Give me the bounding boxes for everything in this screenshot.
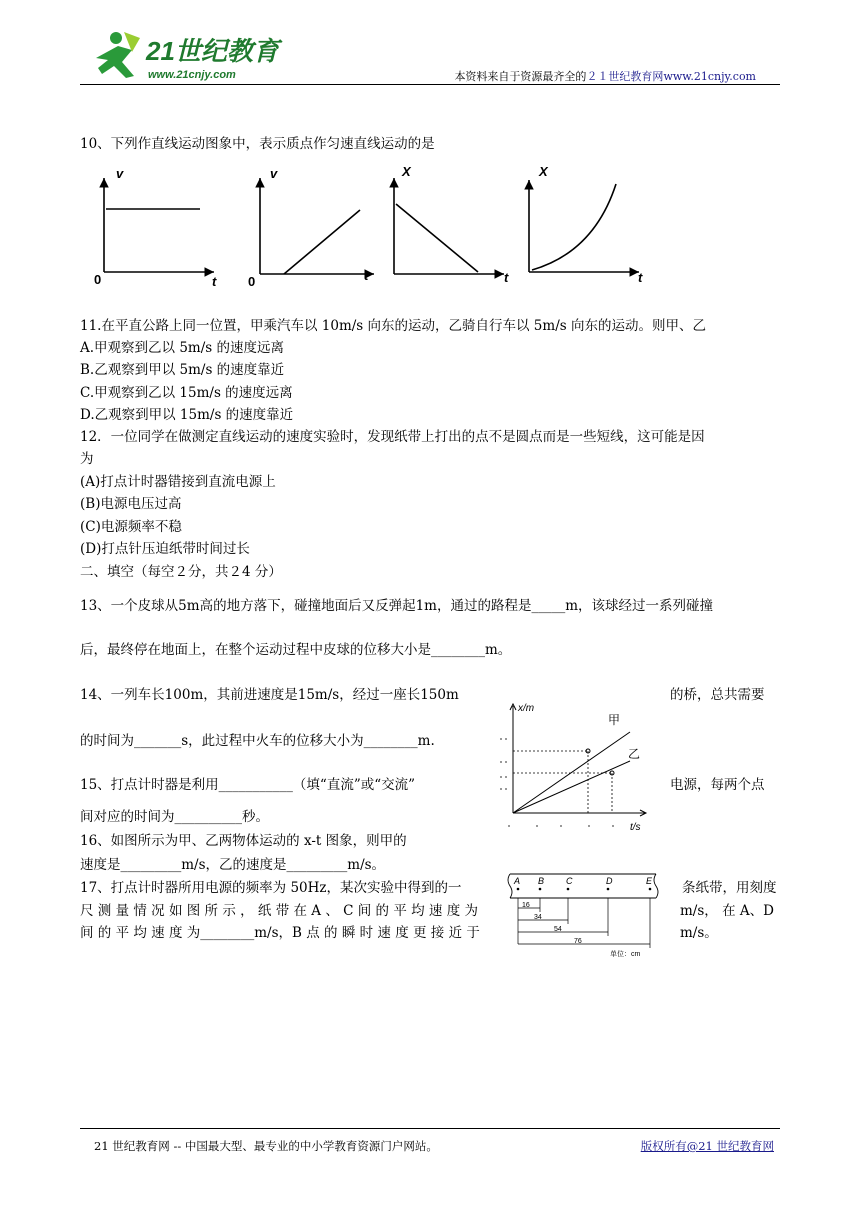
header-source-url[interactable]: www.21cnjy.com	[663, 70, 756, 83]
tape-point-a: A	[514, 876, 521, 886]
q16-xt-graph	[496, 698, 656, 834]
footer-copyright-link[interactable]: 版权所有@21 世纪教育网	[640, 1139, 774, 1153]
q14-line2: 的时间为_______s，此过程中火车的位移大小为________m.	[80, 733, 435, 749]
q12-option-b: (B)电源电压过高	[80, 496, 182, 512]
q14-line1-right: 的桥，总共需要	[670, 687, 765, 703]
graph-4-curve	[532, 184, 616, 270]
tape-dist-ab: 16	[522, 902, 530, 909]
logo-main-text: 21世纪教育	[146, 36, 279, 66]
graph-4-xlabel: t	[638, 270, 643, 285]
tape-point-e: E	[646, 876, 653, 886]
q11-option-c: C.甲观察到乙以 15m/s 的速度远离	[80, 385, 293, 401]
q12-line1: 12．一位同学在做测定直线运动的速度实验时，发现纸带上打出的点不是圆点而是一些短线，这可能是因	[80, 429, 705, 445]
graph-3-ylabel: X	[402, 164, 411, 179]
q12-line2: 为	[80, 451, 94, 467]
graph-4-ylabel: X	[539, 164, 548, 179]
header-divider	[80, 84, 780, 85]
q11-option-d: D.乙观察到甲以 15m/s 的速度靠近	[80, 407, 294, 423]
q17-line2-left: 尺 测 量 情 况 如 图 所 示 ， 纸 带 在 A 、 C 间 的 平 均 速 度 为	[80, 903, 478, 919]
section-2-heading: 二、填空（每空２分，共２4 分）	[80, 564, 282, 580]
q17-line1-right: 条纸带，用刻度	[682, 880, 777, 896]
q17-line3-left: 间 的 平 均 速 度 为________m/s，B 点 的 瞬 时 速 度 更 接 近 于	[80, 925, 480, 941]
q15-line1-right: 电源，每两个点	[670, 777, 765, 793]
q17-line1-left: 17、打点计时器所用电源的频率为 50Hz，某次实验中得到的一	[80, 880, 462, 896]
xt-label-yi: 乙	[628, 747, 641, 761]
graph-1-origin: 0	[94, 272, 102, 287]
graph-3	[394, 164, 509, 285]
graph-2	[248, 166, 374, 289]
graph-4	[529, 164, 643, 285]
q15-line2: 间对应的时间为__________秒。	[80, 809, 269, 825]
header-source	[454, 68, 756, 84]
q13-line2: 后，最终停在地面上，在整个运动过程中皮球的位移大小是________m。	[80, 642, 512, 658]
xt-label-jia: 甲	[608, 713, 621, 727]
tape-point-b: B	[538, 876, 545, 886]
runner-logo-icon	[96, 32, 140, 78]
footer-divider	[80, 1128, 780, 1129]
logo-url-text: www.21cnjy.com	[148, 69, 236, 81]
q12-option-a: (A)打点计时器错接到直流电源上	[80, 474, 276, 490]
q10-graphs	[84, 160, 664, 295]
q17-line2-right: m/s， 在 A、D	[680, 903, 774, 919]
graph-3-line	[396, 204, 478, 272]
header-source-site[interactable]: ２１世纪教育网	[586, 70, 664, 83]
q17-paper-tape	[500, 872, 670, 962]
q17-line3-right: m/s。	[680, 925, 718, 941]
xt-xlabel: t/s	[630, 822, 641, 833]
graph-2-ylabel: v	[270, 166, 278, 181]
xt-line-yi	[513, 761, 630, 813]
q16-line2: 速度是_________m/s，乙的速度是_________m/s。	[80, 857, 386, 873]
tape-unit: 单位：cm	[610, 951, 641, 958]
q12-option-d: (D)打点针压迫纸带时间过长	[80, 541, 250, 557]
graph-3-xlabel: t	[504, 270, 509, 285]
xt-ylabel: x/m	[518, 703, 535, 714]
q14-line1-left: 14、一列车长100m，其前进速度是15m/s，经过一座长150m	[80, 687, 459, 703]
tape-point-d: D	[606, 876, 613, 886]
xt-line-jia	[513, 732, 630, 813]
q11-text: 11.在平直公路上同一位置，甲乘汽车以 10m/s 向东的运动，乙骑自行车以 5m/s 向东的运动。则甲、乙	[80, 318, 706, 334]
site-logo	[88, 28, 288, 84]
tape-dist-ad: 54	[554, 926, 562, 933]
header-source-prefix: 本资料来自于资源最齐全的	[454, 70, 587, 83]
graph-2-xlabel: t	[364, 268, 369, 283]
graph-2-origin: 0	[248, 274, 256, 289]
graph-1-xlabel: t	[212, 274, 217, 289]
tape-point-c: C	[566, 876, 573, 886]
tape-dist-ac: 34	[534, 914, 542, 921]
graph-2-line	[284, 210, 360, 274]
q11-option-b: B.乙观察到甲以 5m/s 的速度靠近	[80, 362, 285, 378]
tape-dist-ae: 76	[574, 938, 582, 945]
q13-line1: 13、一个皮球从5m高的地方落下，碰撞地面后又反弹起1m，通过的路程是_____m，该球经过一系列碰撞	[80, 598, 714, 614]
graph-1	[94, 166, 217, 289]
q16-line1: 16、如图所示为甲、乙两物体运动的 x-t 图象，则甲的	[80, 833, 407, 849]
q11-option-a: A.甲观察到乙以 5m/s 的速度远离	[80, 340, 284, 356]
q15-line1-left: 15、打点计时器是利用___________（填“直流”或“交流”	[80, 777, 416, 793]
graph-1-ylabel: v	[116, 166, 124, 181]
q12-option-c: (C)电源频率不稳	[80, 519, 182, 535]
footer-left-text: 21 世纪教育网 -- 中国最大型、最专业的中小学教育资源门户网站。	[94, 1139, 438, 1153]
q10-text: 10、下列作直线运动图象中，表示质点作匀速直线运动的是	[80, 136, 435, 152]
